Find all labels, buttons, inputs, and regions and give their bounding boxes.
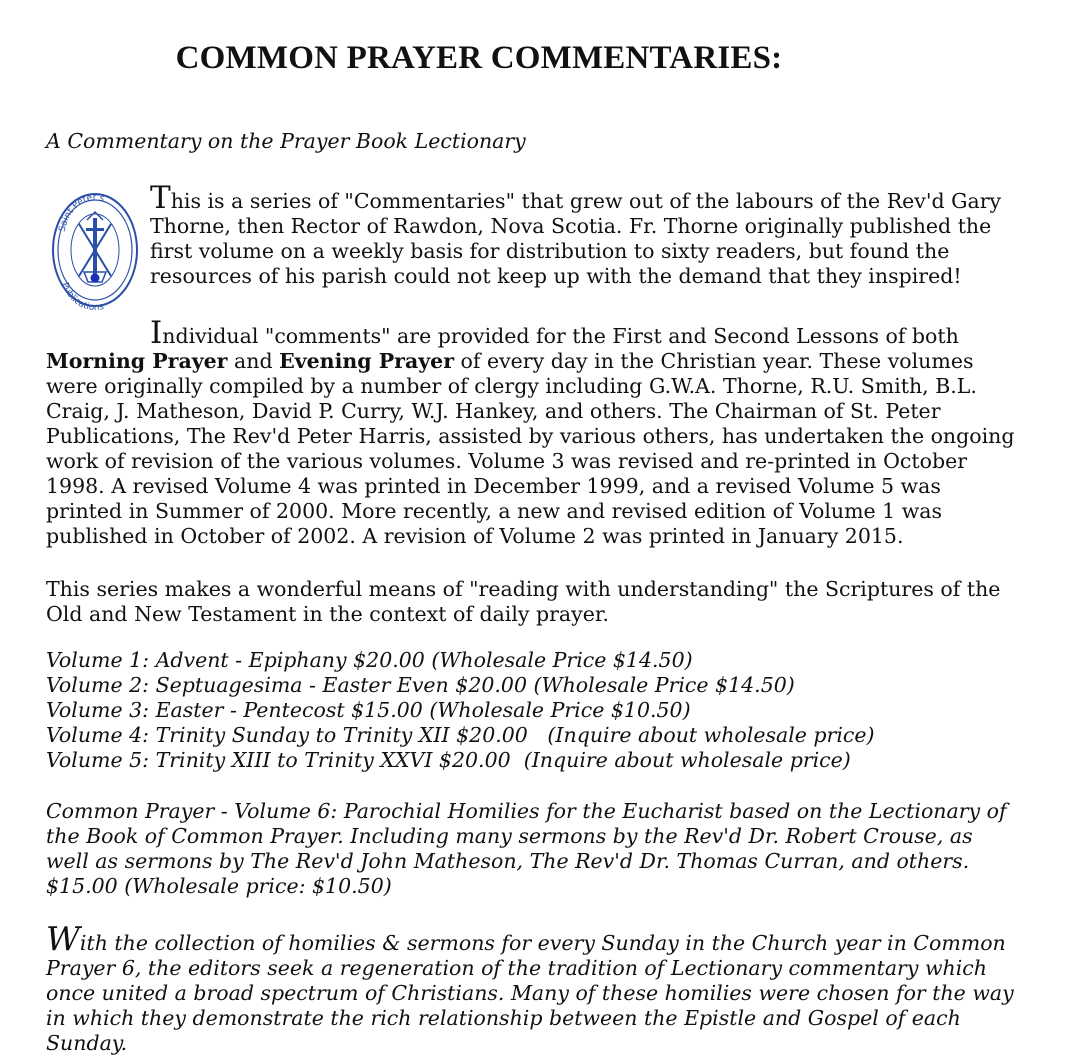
seal-text-top: Saint Peter's (57, 192, 106, 233)
intro-paragraph (150, 180, 1020, 289)
page-title: COMMON PRAYER COMMENTARIES: (175, 40, 783, 76)
lessons-text-1: ndividual "comments" are provided for the First and Second Lessons of both (162, 324, 959, 348)
volume-list (46, 648, 875, 773)
lessons-dropcap: I (150, 315, 163, 351)
volume-item: Volume 2: Septuagesima - Easter Even $20.00 (Wholesale Price $14.50) (46, 673, 795, 697)
volume-item: Volume 5: Trinity XIII to Trinity XXVI $20.00 (Inquire about wholesale price) (46, 748, 851, 772)
volume-item: Volume 1: Advent - Epiphany $20.00 (Wholesale Price $14.50) (46, 648, 693, 672)
volume-item: Volume 4: Trinity Sunday to Trinity XII $20.00 (Inquire about wholesale price) (46, 723, 875, 747)
volume-6-description: Common Prayer - Volume 6: Parochial Homilies for the Eucharist based on the Lectionary of the Book of Common Prayer. Including many sermons by the Rev'd Dr. Robert Crouse, as well as sermons by The Rev'd John Matheson, The Rev'd Dr. Thomas Curran, and others. (46, 799, 1007, 873)
morning-prayer-bold: Morning Prayer (46, 349, 228, 373)
volume-6-paragraph (46, 799, 1021, 899)
seal-text-bottom: Publications (59, 281, 105, 314)
intro-dropcap: T (150, 180, 171, 216)
closing-paragraph (46, 919, 1021, 1056)
closing-dropcap: W (46, 919, 80, 958)
lessons-paragraph (46, 315, 1021, 549)
series-paragraph: This series makes a wonderful means of "reading with understanding" the Scriptures of the Old and New Testament in the context of daily prayer. (46, 577, 1001, 626)
lessons-text-2: and (227, 349, 280, 373)
saint-peters-publications-seal-icon (50, 180, 140, 320)
evening-prayer-bold: Evening Prayer (279, 349, 454, 373)
lessons-text-3: of every day in the Christian year. These volumes were originally compiled by a number of clergy including G.W.A. Thorne, R.U. Smith, B.L. Craig, J. Matheson, David P. Curry, W.J. Hankey, and others. The Chairman of St. Peter Publications, The Rev'd Peter Harris, assisted by various others, has undertaken the ongoing work of revision of the various volumes. Volume 3 was revised and re-printed in October 1998. A revised Volume 4 was printed in December 1999, and a revised Volume 5 was printed in Summer of 2000. More recently, a new and revised edition of Volume 1 was published in October of 2002. A revision of Volume 2 was printed in January 2015. (46, 349, 1015, 548)
volume-6-price: $15.00 (Wholesale price: $10.50) (46, 874, 392, 898)
volume-item: Volume 3: Easter - Pentecost $15.00 (Wholesale Price $10.50) (46, 698, 691, 722)
intro-text: his is a series of "Commentaries" that grew out of the labours of the Rev'd Gary Thorne, then Rector of Rawdon, Nova Scotia. Fr. Thorne originally published the first volume on a weekly basis for distribution to sixty readers, but found the resources of his parish could not keep up with the demand that they inspired! (150, 189, 1002, 288)
closing-text: ith the collection of homilies & sermons for every Sunday in the Church year in Common Prayer 6, the editors seek a regeneration of the tradition of Lectionary commentary which once united a broad spectrum of Christians. Many of these homilies were chosen for the way in which they demonstrate the rich relationship between the Epistle and Gospel of each Sunday. (46, 931, 1014, 1055)
subtitle: A Commentary on the Prayer Book Lectionary (46, 129, 526, 153)
